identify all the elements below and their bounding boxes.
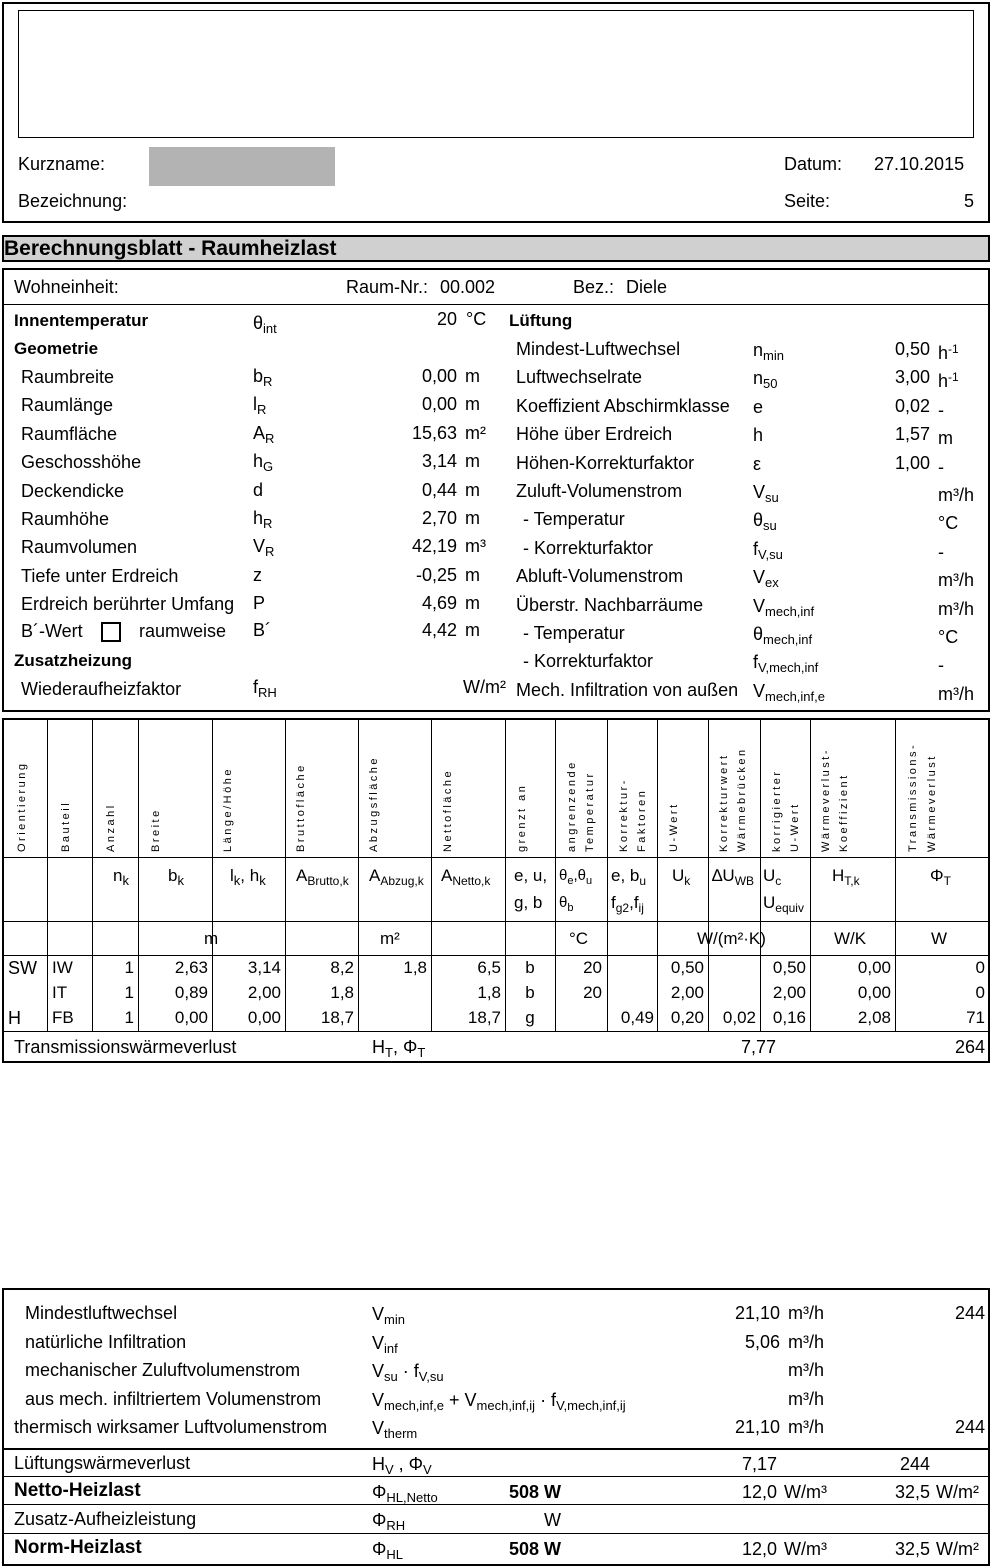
- ventilation-unit: m³/h: [938, 570, 974, 591]
- trans-label: Transmissionswärmeverlust: [14, 1037, 237, 1057]
- summary-phi: 32,5: [894, 1482, 930, 1502]
- column-header: Korrektur-: [618, 778, 630, 852]
- ventilation-unit: $h^{-1}$: [938, 342, 959, 363]
- ventilation-value: 0,02: [894, 395, 930, 416]
- table-cell: b: [525, 958, 535, 977]
- ventilation-symbol: e: [753, 396, 764, 417]
- table-cell: 0,20: [670, 1008, 704, 1027]
- unit-m: m: [204, 929, 219, 948]
- ventilation-symbol: $V_{ex}$: [753, 567, 779, 591]
- table-cell: 0,00: [857, 983, 891, 1002]
- geometry-label: Raumlänge: [21, 395, 114, 416]
- column-header: Transmissions-: [907, 742, 919, 852]
- summary-phi: 244: [899, 1454, 930, 1474]
- vent-phi: 244: [954, 1417, 985, 1437]
- vent-formula: $V_{min}$: [372, 1304, 405, 1327]
- seite-label: Seite:: [784, 191, 831, 211]
- vent-label: mechanischer Zuluftvolumenstrom: [25, 1360, 301, 1380]
- column-header: Faktoren: [636, 788, 648, 852]
- table-cell: 2,63: [174, 958, 208, 977]
- table-cell: 2,00: [670, 983, 704, 1002]
- ventilation-symbol: $\theta_{su}$: [753, 510, 777, 534]
- geometry-value: 0,00: [421, 394, 457, 415]
- geometry-unit: m³: [465, 536, 486, 557]
- innentemp-symbol: $\theta_{int}$: [253, 313, 277, 336]
- summary-mid: W: [544, 1510, 561, 1530]
- table-cell: 18,7: [320, 1008, 354, 1027]
- column-header: Wärmeverlust: [926, 754, 938, 852]
- innentemp-label: Innentemperatur: [14, 311, 149, 330]
- summary-value: 7,17: [741, 1454, 777, 1474]
- column-divider: [607, 719, 608, 1031]
- geometry-unit: m: [465, 479, 480, 500]
- sym-netto: $A_{Netto,k}$: [441, 866, 491, 888]
- row-divider: [2, 1031, 990, 1032]
- trans-phi-value: 264: [954, 1037, 985, 1057]
- kurzname-redacted: [149, 147, 335, 186]
- ventilation-symbol: $V_{su}$: [753, 482, 779, 505]
- ventilation-symbol: ε: [753, 453, 762, 474]
- ventilation-unit: -: [938, 399, 944, 420]
- column-header: Orientierung: [16, 761, 28, 852]
- summary-label: Netto-Heizlast: [14, 1480, 141, 1501]
- ventilation-value: 1,00: [894, 452, 930, 473]
- sym-theta-2: $\theta_b$: [559, 894, 574, 914]
- table-cell: 2,08: [857, 1008, 891, 1027]
- unit-celsius: °C: [569, 929, 589, 948]
- vent-value: 21,10: [734, 1417, 780, 1437]
- raum-nr-label: Raum-Nr.:: [346, 277, 429, 297]
- geometry-value: -0,25: [415, 564, 457, 585]
- vent-unit: m³/h: [788, 1388, 824, 1409]
- raumweise-checkbox[interactable]: [101, 622, 121, 642]
- row-divider: [2, 955, 990, 956]
- table-cell: 1,8: [477, 983, 501, 1002]
- geometry-unit: m: [465, 451, 480, 472]
- geometry-label: Tiefe unter Erdreich: [21, 565, 179, 586]
- sym-phi: $\Phi_T$: [930, 866, 951, 888]
- column-header: Koeffizient: [838, 773, 850, 852]
- vent-label: aus mech. infiltriertem Volumenstrom: [25, 1388, 322, 1409]
- column-header: Wärmeverlust-: [820, 747, 832, 852]
- geometry-label: Raumhöhe: [21, 509, 110, 529]
- column-header: angrenzende: [566, 760, 578, 852]
- vent-value: 5,06: [744, 1331, 780, 1352]
- table-cell: 20: [583, 983, 602, 1002]
- table-cell: 0,00: [174, 1008, 208, 1027]
- sym-ht: $H_{T,k}$: [832, 866, 860, 888]
- column-header: U-Wert: [668, 802, 680, 852]
- geometry-symbol: z: [253, 564, 262, 585]
- table-cell: 1: [124, 958, 134, 977]
- geometry-label: Raumbreite: [21, 367, 115, 387]
- geometry-value: 42,19: [411, 536, 457, 557]
- ventilation-label: - Temperatur: [523, 623, 625, 643]
- wiederauf-label: Wiederaufheizfaktor: [21, 679, 182, 699]
- sym-theta-1: $\theta_e,\theta_u$: [559, 867, 593, 887]
- ventilation-unit: -: [938, 456, 944, 477]
- geometry-symbol: $l_R$: [253, 394, 267, 418]
- geometry-unit: m: [465, 508, 480, 528]
- unit-wk: W/K: [834, 929, 867, 948]
- sym-brutto: $A_{Brutto,k}$: [296, 866, 349, 888]
- ventilation-label: Luftwechselrate: [516, 367, 643, 388]
- ventilation-label: Höhe über Erdreich: [516, 424, 673, 445]
- geometry-unit: m: [465, 394, 480, 415]
- innentemp-value: 20: [436, 309, 457, 329]
- table-cell: 0,00: [247, 1008, 281, 1027]
- datum-label: Datum:: [784, 154, 843, 174]
- column-header: Abzugsfläche: [368, 755, 380, 852]
- sym-anzahl: $n_k$: [113, 866, 129, 888]
- table-cell: 8,2: [330, 958, 354, 977]
- ventilation-unit: -: [938, 541, 944, 562]
- vent-formula: $V_{therm}$: [372, 1418, 418, 1441]
- table-cell: 0,50: [670, 958, 704, 977]
- geometry-symbol: $h_G$: [253, 451, 274, 475]
- table-cell: 71: [966, 1008, 985, 1027]
- geometry-symbol: $b_R$: [253, 366, 273, 389]
- summary-phi-unit: W/m²: [936, 1539, 979, 1559]
- geometry-value: 4,69: [421, 593, 457, 614]
- table-cell: 6,5: [477, 958, 501, 977]
- unit-m2: m²: [380, 929, 400, 948]
- summary-mid: 508 W: [508, 1482, 561, 1502]
- column-header: Korrekturwert: [718, 753, 730, 852]
- table-cell: SW: [8, 958, 37, 978]
- geometry-symbol: P: [253, 593, 266, 614]
- column-header: Temperatur: [584, 771, 596, 852]
- row-divider: [2, 921, 990, 922]
- summary-value: 12,0: [741, 1482, 777, 1502]
- ventilation-symbol: $n_{50}$: [753, 368, 778, 392]
- summary-divider: [2, 1533, 990, 1534]
- summary-phi: 32,5: [894, 1539, 930, 1559]
- summary-label: Lüftungswärmeverlust: [14, 1453, 191, 1473]
- vent-label: thermisch wirksamer Luftvolumenstrom: [14, 1417, 328, 1437]
- datum-value: 27.10.2015: [874, 154, 965, 174]
- sym-abzug: $A_{Abzug,k}$: [369, 866, 424, 888]
- ventilation-unit: -: [938, 655, 944, 676]
- geometry-unit: m²: [465, 422, 486, 443]
- ventilation-unit: m³/h: [938, 683, 974, 704]
- table-cell: 20: [583, 958, 602, 977]
- ventilation-unit: m³/h: [938, 485, 974, 505]
- unit-w: W: [931, 929, 948, 948]
- table-cell: 0,02: [722, 1008, 756, 1027]
- summary-label: Zusatz-Aufheizleistung: [14, 1509, 197, 1529]
- ventilation-symbol: $f_{V,su}$: [753, 538, 783, 562]
- summary-mid: 508 W: [508, 1539, 561, 1559]
- sym-factor-2: $f_{g2},f_{ij}$: [611, 893, 644, 915]
- wohneinheit-label: Wohneinheit:: [14, 277, 119, 297]
- kurzname-label: Kurzname:: [18, 154, 106, 174]
- summary-phi-unit: W/m²: [936, 1482, 979, 1502]
- summary-divider: [2, 1504, 990, 1505]
- geometry-label: Erdreich berührter Umfang: [21, 594, 235, 615]
- unit-wm2k: W/(m²·K): [697, 929, 766, 948]
- table-cell: 0: [975, 958, 985, 977]
- vent-unit: m³/h: [788, 1360, 824, 1380]
- ventilation-label: Koeffizient Abschirmklasse: [516, 395, 730, 416]
- column-header: Breite: [150, 808, 162, 852]
- column-header: Länge/Höhe: [222, 767, 234, 852]
- summary-label: Norm-Heizlast: [14, 1537, 142, 1558]
- ventilation-label: - Temperatur: [523, 509, 625, 530]
- geometry-label: Geschosshöhe: [21, 452, 142, 473]
- vent-unit: m³/h: [788, 1331, 824, 1352]
- seite-value: 5: [963, 191, 974, 211]
- geometry-label: Raumvolumen: [21, 537, 138, 558]
- ventilation-unit: $h^{-1}$: [938, 370, 959, 392]
- summary-symbol: $H_V$ , $\Phi_V$: [372, 1454, 432, 1477]
- sym-uequiv: $U_{equiv}$: [763, 893, 804, 915]
- sym-factor-1: e, $b_u$: [611, 866, 647, 888]
- table-cell: 0,50: [772, 958, 806, 977]
- geometry-value: 15,63: [411, 422, 457, 443]
- ventilation-label: Mindest-Luftwechsel: [516, 339, 681, 359]
- geometry-symbol: $h_R$: [253, 508, 273, 531]
- geometry-symbol: $V_R$: [253, 536, 275, 560]
- column-divider: [47, 719, 48, 1031]
- ventilation-unit: °C: [938, 513, 959, 534]
- geometry-value: 3,14: [421, 451, 457, 472]
- table-cell: g: [525, 1008, 535, 1027]
- bwert-symbol: B´: [253, 620, 271, 640]
- table-cell: 0,49: [620, 1008, 654, 1027]
- table-cell: H: [8, 1008, 21, 1028]
- column-header: Wärmebrücken: [736, 747, 748, 852]
- sym-grenzt-1: e, u,: [514, 866, 548, 885]
- bez-label: Bez.:: [573, 277, 615, 297]
- column-divider: [708, 719, 709, 1031]
- vent-formula: $V_{su} \cdot f_{V,su}$: [372, 1361, 444, 1384]
- ventilation-value: 0,50: [894, 339, 930, 359]
- ventilation-value: 1,57: [894, 424, 930, 445]
- column-header: korrigierter: [771, 769, 783, 852]
- table-cell: 0,89: [174, 983, 208, 1002]
- raum-nr-value: 00.002: [440, 277, 496, 297]
- table-cell: 1: [124, 1008, 134, 1027]
- bez-value: Diele: [626, 277, 668, 297]
- wiederauf-unit: W/m²: [463, 677, 506, 697]
- summary-unit: W/m³: [784, 1539, 827, 1559]
- header-blank-frame: [18, 10, 974, 138]
- table-cell: b: [525, 983, 535, 1002]
- ventilation-label: - Korrekturfaktor: [523, 537, 654, 558]
- vent-unit: m³/h: [788, 1303, 824, 1323]
- sym-grenzt-2: g, b: [514, 893, 543, 912]
- summary-divider: [2, 1476, 990, 1477]
- trans-h-value: 7,77: [740, 1037, 776, 1057]
- table-cell: 1,8: [403, 958, 427, 977]
- vent-label: Mindestluftwechsel: [25, 1303, 178, 1323]
- summary-symbol: $\Phi_{RH}$: [372, 1510, 406, 1533]
- table-cell: 3,14: [247, 958, 281, 977]
- ventilation-value: 3,00: [894, 367, 930, 388]
- summary-divider: [2, 1448, 990, 1450]
- sym-delta-u: $\Delta U_{WB}$: [712, 866, 755, 888]
- table-cell: FB: [52, 1008, 74, 1027]
- column-header: U-Wert: [789, 802, 801, 852]
- geometry-value: 0,44: [421, 479, 457, 500]
- page-title: Berechnungsblatt - Raumheizlast: [4, 237, 337, 260]
- geometrie-heading: Geometrie: [14, 339, 99, 358]
- ventilation-symbol: h: [753, 425, 764, 446]
- table-cell: 2,00: [247, 983, 281, 1002]
- ventilation-symbol: $V_{mech,inf}$: [753, 595, 815, 619]
- table-cell: 0,16: [772, 1008, 806, 1027]
- innentemp-unit: °C: [466, 309, 487, 329]
- ventilation-unit: m: [938, 428, 953, 449]
- column-divider: [358, 719, 359, 1031]
- geometry-label: Deckendicke: [21, 480, 125, 501]
- table-cell: 18,7: [467, 1008, 501, 1027]
- geometry-value: 2,70: [421, 508, 457, 528]
- raumweise-label: raumweise: [139, 621, 227, 641]
- vent-value: 21,10: [734, 1303, 780, 1323]
- ventilation-label: Überstr. Nachbarräume: [516, 594, 704, 615]
- table-cell: 1,8: [330, 983, 354, 1002]
- ventilation-symbol: $n_{min}$: [753, 340, 784, 363]
- vent-formula: $V_{mech,inf,e} + V_{mech,inf,ij} \cdot f_{V,mech,inf,ij}$: [372, 1389, 626, 1413]
- vent-label: natürliche Infiltration: [25, 1331, 187, 1352]
- summary-symbol: $\Phi_{HL}$: [372, 1539, 403, 1562]
- bwert-unit: m: [465, 620, 480, 640]
- column-header: grenzt an: [516, 783, 528, 852]
- room-header-divider: [2, 304, 990, 305]
- trans-symbol: $H_T$, $\Phi_T$: [372, 1037, 426, 1060]
- column-header: Bauteil: [60, 800, 72, 852]
- geometry-unit: m: [465, 593, 480, 614]
- sym-uc: $U_c$: [763, 866, 782, 888]
- table-cell: 0: [975, 983, 985, 1002]
- geometry-unit: m: [465, 366, 480, 386]
- column-header: Nettofläche: [442, 768, 454, 852]
- wiederauf-symbol: $f_{RH}$: [253, 677, 277, 700]
- table-cell: IT: [52, 983, 68, 1002]
- column-header: Anzahl: [105, 803, 117, 852]
- ventilation-label: Höhen-Korrekturfaktor: [516, 452, 695, 473]
- summary-unit: W/m³: [784, 1482, 827, 1502]
- geometry-value: 0,00: [421, 366, 457, 386]
- bezeichnung-label: Bezeichnung:: [18, 191, 128, 211]
- geometry-symbol: $A_R$: [253, 422, 275, 446]
- summary-value: 12,0: [741, 1539, 777, 1559]
- geometry-symbol: d: [253, 479, 264, 500]
- table-cell: 0,00: [857, 958, 891, 977]
- table-cell: IW: [52, 958, 73, 977]
- ventilation-label: Abluft-Volumenstrom: [516, 566, 684, 587]
- room-panel: [2, 268, 990, 712]
- zusatzheizung-heading: Zusatzheizung: [14, 651, 133, 670]
- ventilation-symbol: $V_{mech,inf,e}$: [753, 680, 825, 704]
- table-cell: 2,00: [772, 983, 806, 1002]
- vent-phi: 244: [954, 1303, 985, 1323]
- ventilation-label: Mech. Infiltration von außen: [516, 679, 739, 700]
- vent-unit: m³/h: [788, 1417, 824, 1437]
- table-cell: 1: [124, 983, 134, 1002]
- bwert-label: B´-Wert: [21, 621, 83, 641]
- bwert-value: 4,42: [421, 620, 457, 640]
- row-divider: [2, 857, 990, 858]
- vent-formula: $V_{inf}$: [372, 1332, 398, 1356]
- geometry-label: Raumfläche: [21, 423, 118, 444]
- ventilation-unit: m³/h: [938, 598, 974, 619]
- ventilation-unit: °C: [938, 627, 959, 647]
- ventilation-label: Zuluft-Volumenstrom: [516, 481, 683, 501]
- geometry-unit: m: [465, 564, 480, 585]
- column-header: Bruttofläche: [295, 763, 307, 852]
- ventilation-label: - Korrekturfaktor: [523, 651, 654, 672]
- sym-breite: $b_k$: [168, 866, 184, 888]
- ventilation-symbol: $\theta_{mech,inf}$: [753, 624, 813, 647]
- sym-laenge: $l_k$, $h_k$: [230, 866, 266, 888]
- sym-uwert: $U_k$: [672, 866, 691, 888]
- ventilation-symbol: $f_{V,mech,inf}$: [753, 652, 819, 676]
- summary-symbol: $\Phi_{HL,Netto}$: [372, 1482, 438, 1505]
- lueftung-heading: Lüftung: [509, 311, 573, 330]
